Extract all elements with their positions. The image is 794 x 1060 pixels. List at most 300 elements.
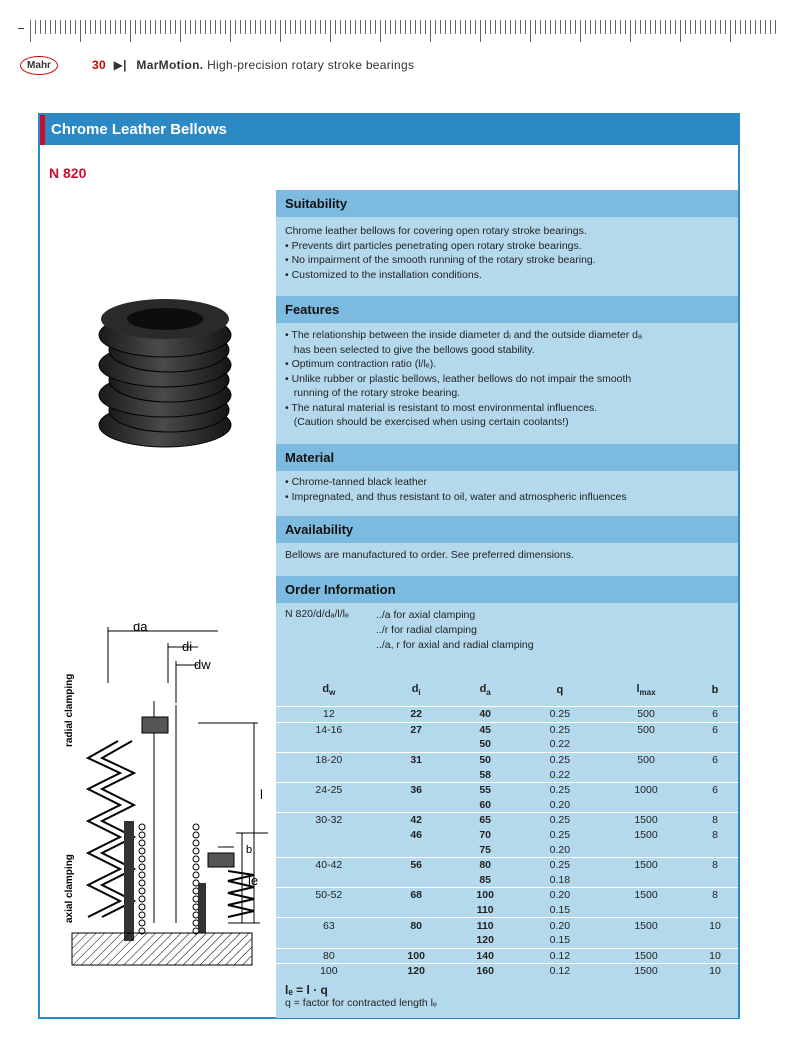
table-cell: 0.25 bbox=[520, 857, 600, 872]
ruler-tick bbox=[600, 20, 601, 34]
ruler-tick bbox=[315, 20, 316, 34]
table-row bbox=[276, 948, 738, 964]
table-cell: 0.20 bbox=[549, 843, 571, 856]
ruler-tick bbox=[520, 20, 521, 34]
table-cell: 42 bbox=[382, 813, 451, 828]
ruler-tick bbox=[580, 20, 581, 42]
product-code: N 820 bbox=[49, 165, 87, 181]
text-line: ../a for axial clamping bbox=[376, 609, 476, 621]
clamp-ball bbox=[193, 856, 199, 862]
ruler-dash bbox=[18, 28, 24, 29]
title-accent bbox=[40, 115, 45, 145]
ruler-tick bbox=[150, 20, 151, 34]
column-header: $d_i$ bbox=[411, 682, 421, 698]
clamp-ball bbox=[139, 912, 145, 918]
ruler-tick bbox=[460, 20, 461, 34]
table-cell: 6 bbox=[692, 722, 738, 737]
ruler-tick bbox=[190, 20, 191, 34]
table-cell: 40-42 bbox=[276, 857, 382, 872]
ruler-tick bbox=[355, 20, 356, 34]
order-options bbox=[376, 608, 534, 653]
ruler-tick bbox=[130, 20, 131, 42]
table-cell: 0.20 bbox=[520, 918, 600, 933]
ruler-tick bbox=[420, 20, 421, 34]
ruler-tick bbox=[345, 20, 346, 34]
table-cell: 80 bbox=[382, 918, 451, 933]
ruler-tick bbox=[135, 20, 136, 34]
section-material-body bbox=[285, 475, 733, 504]
ruler-tick bbox=[280, 20, 281, 42]
table-cell: 0.12 bbox=[520, 964, 600, 979]
table-cell: 1500 bbox=[600, 857, 692, 872]
ruler-tick bbox=[155, 20, 156, 34]
ruler-tick bbox=[390, 20, 391, 34]
ruler-tick bbox=[645, 20, 646, 34]
ruler-tick bbox=[485, 20, 486, 34]
table-cell: 50 bbox=[451, 752, 520, 767]
info-panel bbox=[276, 190, 738, 1018]
ruler-tick bbox=[510, 20, 511, 34]
table-cell: 140 bbox=[451, 948, 520, 964]
ruler-tick bbox=[240, 20, 241, 34]
clamp-ball bbox=[139, 880, 145, 886]
text-line: • Optimum contraction ratio (l/lₑ). bbox=[285, 358, 437, 370]
ruler-tick bbox=[590, 20, 591, 34]
table-cell: 63 bbox=[276, 918, 382, 933]
ruler-tick bbox=[375, 20, 376, 34]
title-bar bbox=[40, 115, 738, 145]
section-availability-heading: Availability bbox=[276, 516, 738, 543]
ruler-tick bbox=[230, 20, 231, 42]
table-cell: 36 bbox=[382, 782, 451, 797]
ruler-tick bbox=[490, 20, 491, 34]
ruler-tick bbox=[445, 20, 446, 34]
ruler-tick bbox=[205, 20, 206, 34]
table-cell: 55 bbox=[451, 782, 520, 797]
ruler-tick bbox=[630, 20, 631, 42]
ruler-tick bbox=[55, 20, 56, 34]
ruler-tick bbox=[635, 20, 636, 34]
ruler-tick bbox=[405, 20, 406, 34]
label-axial-clamping: axial clamping bbox=[64, 854, 75, 923]
ruler-tick bbox=[605, 20, 606, 34]
ruler-tick bbox=[700, 20, 701, 34]
table-cell: 80 bbox=[451, 857, 520, 872]
table-cell bbox=[692, 903, 738, 918]
ruler-tick bbox=[45, 20, 46, 34]
table-row bbox=[276, 964, 738, 979]
column-header: $l_{max}$ bbox=[636, 682, 656, 698]
ruler-tick bbox=[200, 20, 201, 34]
table-cell bbox=[600, 842, 692, 857]
table-cell: 8 bbox=[692, 888, 738, 903]
ruler-tick bbox=[100, 20, 101, 34]
ruler-tick bbox=[110, 20, 111, 34]
ruler-tick bbox=[765, 20, 766, 34]
table-cell bbox=[276, 828, 382, 843]
table-cell: 0.25 bbox=[520, 752, 600, 767]
table-cell: 100 bbox=[276, 964, 382, 979]
ruler-tick bbox=[260, 20, 261, 34]
table-cell bbox=[692, 842, 738, 857]
clamp-ball bbox=[139, 864, 145, 870]
table-cell: 10 bbox=[692, 918, 738, 933]
table-cell bbox=[276, 798, 382, 813]
table-cell: 80 bbox=[276, 948, 382, 964]
ruler-tick bbox=[360, 20, 361, 34]
ruler-tick bbox=[660, 20, 661, 34]
clamp-ball bbox=[139, 888, 145, 894]
ruler-tick bbox=[385, 20, 386, 34]
ruler-tick bbox=[435, 20, 436, 34]
ruler-tick bbox=[755, 20, 756, 34]
table-cell: 8 bbox=[692, 813, 738, 828]
table-cell: 68 bbox=[382, 888, 451, 903]
table-cell bbox=[382, 798, 451, 813]
ruler-tick bbox=[225, 20, 226, 34]
ruler-tick bbox=[415, 20, 416, 34]
ruler-tick bbox=[715, 20, 716, 34]
ruler-tick bbox=[70, 20, 71, 34]
ruler-tick bbox=[395, 20, 396, 34]
text-line: has been selected to give the bellows good stability. bbox=[285, 343, 535, 356]
table-cell bbox=[382, 737, 451, 752]
ruler-tick bbox=[500, 20, 501, 34]
header-subtitle: High-precision rotary stroke bearings bbox=[207, 58, 415, 72]
text-line: • Prevents dirt particles penetrating open rotary stroke bearings. bbox=[285, 239, 582, 252]
table-cell: 0.25 bbox=[520, 813, 600, 828]
table-cell: 75 bbox=[479, 843, 491, 856]
clamp-ball bbox=[139, 920, 145, 926]
section-features-heading: Features bbox=[276, 296, 738, 323]
text-line: • Unlike rubber or plastic bellows, leather bellows do not impair the smooth bbox=[285, 372, 632, 385]
ruler-tick bbox=[300, 20, 301, 34]
table-cell bbox=[600, 767, 692, 782]
ruler-tick bbox=[310, 20, 311, 34]
ruler-tick bbox=[475, 20, 476, 34]
table-cell: 27 bbox=[382, 722, 451, 737]
text-line: running of the rotary stroke bearing. bbox=[285, 387, 461, 399]
page-title: Chrome Leather Bellows bbox=[51, 121, 227, 138]
text-line: • Impregnated, and thus resistant to oil, water and atmospheric influences bbox=[285, 490, 627, 503]
table-cell: 24-25 bbox=[276, 782, 382, 797]
table-cell bbox=[600, 737, 692, 752]
clamp-ball bbox=[139, 904, 145, 910]
ruler-tick bbox=[525, 20, 526, 34]
clamp-ball bbox=[139, 896, 145, 902]
ruler-tick bbox=[305, 20, 306, 34]
ruler-tick bbox=[535, 20, 536, 34]
table-cell bbox=[382, 933, 451, 948]
ruler-tick bbox=[90, 20, 91, 34]
table-cell: 1500 bbox=[600, 918, 692, 933]
clamp-ball bbox=[193, 824, 199, 830]
ruler-tick bbox=[35, 20, 36, 34]
table-cell: 500 bbox=[600, 707, 692, 723]
table-cell bbox=[276, 873, 382, 888]
table-cell: 0.22 bbox=[549, 738, 571, 751]
text-line: ../a, r for axial and radial clamping bbox=[376, 639, 534, 651]
table-cell bbox=[692, 933, 738, 948]
table-cell bbox=[692, 767, 738, 782]
table-row bbox=[276, 767, 738, 782]
page-header bbox=[92, 58, 414, 72]
text-line: (Caution should be exercised when using certain coolants!) bbox=[285, 416, 569, 428]
ruler-tick bbox=[350, 20, 351, 34]
ruler-tick bbox=[85, 20, 86, 34]
section-order-heading: Order Information bbox=[276, 576, 738, 603]
table-cell: 85 bbox=[479, 873, 491, 886]
table-cell: 0.20 bbox=[520, 888, 600, 903]
table-cell bbox=[692, 798, 738, 813]
table-cell bbox=[276, 842, 382, 857]
table-cell bbox=[276, 737, 382, 752]
table-cell: 12 bbox=[276, 707, 382, 723]
ruler-tick bbox=[730, 20, 731, 42]
ruler-tick bbox=[440, 20, 441, 34]
ruler-tick bbox=[775, 20, 776, 34]
ruler-tick bbox=[295, 20, 296, 34]
clamp-ball bbox=[139, 872, 145, 878]
page-number: 30 bbox=[92, 58, 106, 72]
table-row bbox=[276, 752, 738, 767]
table-cell: 1500 bbox=[600, 813, 692, 828]
ruler-tick bbox=[285, 20, 286, 34]
table-cell: 1000 bbox=[600, 782, 692, 797]
ruler-tick bbox=[655, 20, 656, 34]
ruler-tick bbox=[400, 20, 401, 34]
ruler-tick bbox=[210, 20, 211, 34]
ruler-tick bbox=[145, 20, 146, 34]
table-cell: 0.25 bbox=[549, 829, 571, 842]
table-cell bbox=[600, 933, 692, 948]
ruler-tick bbox=[685, 20, 686, 34]
ruler-tick bbox=[275, 20, 276, 34]
table-cell: 45 bbox=[451, 722, 520, 737]
table-cell: 0.18 bbox=[549, 873, 571, 886]
column-header: b bbox=[711, 684, 719, 696]
ruler-tick bbox=[585, 20, 586, 34]
label-radial-clamping: radial clamping bbox=[64, 673, 75, 747]
table-row bbox=[276, 842, 738, 857]
table-cell: 50 bbox=[479, 738, 491, 751]
ruler-tick bbox=[40, 20, 41, 34]
footnote bbox=[285, 984, 437, 1010]
table-cell: 0.25 bbox=[520, 707, 600, 723]
table-cell: 31 bbox=[382, 752, 451, 767]
ruler-tick bbox=[610, 20, 611, 34]
ruler-tick bbox=[735, 20, 736, 34]
ruler-tick bbox=[180, 20, 181, 42]
table-row bbox=[276, 798, 738, 813]
ruler-tick bbox=[60, 20, 61, 34]
ruler-tick bbox=[540, 20, 541, 34]
ruler-tick bbox=[650, 20, 651, 34]
text-line: Bellows are manufactured to order. See preferred dimensions. bbox=[285, 549, 574, 561]
ruler-tick bbox=[425, 20, 426, 34]
ruler-tick bbox=[555, 20, 556, 34]
label-le: le bbox=[248, 873, 259, 888]
ruler-tick bbox=[175, 20, 176, 34]
table-row bbox=[276, 707, 738, 723]
ruler-tick bbox=[640, 20, 641, 34]
ruler-tick bbox=[30, 20, 31, 42]
ruler-tick bbox=[290, 20, 291, 34]
table-cell: 8 bbox=[692, 857, 738, 872]
brand-name: MarMotion. bbox=[136, 58, 204, 72]
text-line: • Chrome-tanned black leather bbox=[285, 476, 428, 488]
footnote-text: q = factor for contracted length lₑ bbox=[285, 997, 437, 1009]
ruler-tick bbox=[330, 20, 331, 42]
table-cell: 8 bbox=[712, 829, 718, 842]
ruler-tick bbox=[370, 20, 371, 34]
table-cell: 0.25 bbox=[520, 782, 600, 797]
table-cell bbox=[382, 842, 451, 857]
ruler-tick bbox=[125, 20, 126, 34]
ruler-tick bbox=[615, 20, 616, 34]
table-cell bbox=[600, 798, 692, 813]
table-cell: 1500 bbox=[600, 948, 692, 964]
ruler-tick bbox=[675, 20, 676, 34]
ruler-tick bbox=[95, 20, 96, 34]
ruler-tick bbox=[680, 20, 681, 42]
table-cell: 22 bbox=[382, 707, 451, 723]
table-row bbox=[276, 782, 738, 797]
table-cell: 160 bbox=[451, 964, 520, 979]
ruler-tick bbox=[480, 20, 481, 42]
ruler-tick bbox=[75, 20, 76, 34]
section-features-body bbox=[285, 328, 733, 430]
text-line: • The natural material is resistant to most environmental influences. bbox=[285, 401, 598, 414]
ruler-tick bbox=[720, 20, 721, 34]
ruler-tick bbox=[105, 20, 106, 34]
column-header: $d_a$ bbox=[479, 682, 491, 698]
ruler-tick bbox=[760, 20, 761, 34]
ruler-tick bbox=[80, 20, 81, 42]
table-cell: 56 bbox=[382, 857, 451, 872]
table-cell: 40 bbox=[451, 707, 520, 723]
label-dw: dw bbox=[194, 657, 211, 672]
ruler-tick bbox=[670, 20, 671, 34]
ruler-tick bbox=[245, 20, 246, 34]
ruler-tick bbox=[575, 20, 576, 34]
ruler-tick bbox=[340, 20, 341, 34]
table-cell: 46 bbox=[410, 829, 423, 842]
ruler-tick bbox=[185, 20, 186, 34]
section-material-heading: Material bbox=[276, 444, 738, 471]
table-cell bbox=[382, 767, 451, 782]
ruler-tick bbox=[270, 20, 271, 34]
table-cell: 0.15 bbox=[549, 904, 571, 917]
table-cell bbox=[600, 903, 692, 918]
clamp-ball bbox=[139, 832, 145, 838]
table-cell bbox=[276, 767, 382, 782]
clamp-ball bbox=[139, 840, 145, 846]
clamp-ball bbox=[193, 864, 199, 870]
dimensions-table bbox=[276, 674, 738, 979]
ruler-tick bbox=[215, 20, 216, 34]
table-cell: 18-20 bbox=[276, 752, 382, 767]
table-cell: 6 bbox=[692, 707, 738, 723]
ruler-tick bbox=[570, 20, 571, 34]
ruler-tick bbox=[220, 20, 221, 34]
ruler-tick bbox=[365, 20, 366, 34]
table-row bbox=[276, 737, 738, 752]
table-cell: 100 bbox=[382, 948, 451, 964]
label-da: da bbox=[133, 623, 148, 634]
table-cell: 110 bbox=[451, 918, 520, 933]
ruler-tick bbox=[160, 20, 161, 34]
text-line: • No impairment of the smooth running of the rotary stroke bearing. bbox=[285, 254, 596, 266]
table-row bbox=[276, 813, 738, 828]
ruler-tick bbox=[545, 20, 546, 34]
footnote-formula: lₑ = l · q bbox=[285, 983, 328, 997]
table-cell bbox=[276, 933, 382, 948]
table-cell: 110 bbox=[476, 904, 494, 917]
ruler-tick bbox=[455, 20, 456, 34]
table-cell: 10 bbox=[692, 964, 738, 979]
ruler-tick bbox=[665, 20, 666, 34]
ruler-tick bbox=[690, 20, 691, 34]
table-cell: 0.22 bbox=[549, 768, 571, 781]
table-cell: 120 bbox=[382, 964, 451, 979]
ruler-tick bbox=[515, 20, 516, 34]
ruler-tick bbox=[740, 20, 741, 34]
table-cell: 500 bbox=[600, 722, 692, 737]
ruler-tick bbox=[430, 20, 431, 42]
table-row bbox=[276, 903, 738, 918]
table-cell: 70 bbox=[479, 829, 491, 842]
ruler-tick bbox=[140, 20, 141, 34]
table-cell bbox=[276, 903, 382, 918]
ruler-tick bbox=[50, 20, 51, 34]
clamp-ball bbox=[139, 848, 145, 854]
table-cell: 0.20 bbox=[549, 798, 571, 811]
bellows-diagram bbox=[58, 623, 270, 1001]
table-row bbox=[276, 828, 738, 843]
arrow-icon: ▶| bbox=[113, 58, 127, 72]
clamp-ball bbox=[193, 848, 199, 854]
table-cell: 0.12 bbox=[520, 948, 600, 964]
column-header: $d_w$ bbox=[322, 682, 336, 698]
table-cell: 10 bbox=[692, 948, 738, 964]
ruler-tick bbox=[495, 20, 496, 34]
ruler-tick bbox=[165, 20, 166, 34]
page-ruler bbox=[30, 14, 790, 40]
ruler-tick bbox=[380, 20, 381, 42]
section-suitability-body bbox=[285, 224, 733, 282]
table-cell: 120 bbox=[476, 934, 494, 947]
table-cell bbox=[382, 903, 451, 918]
clamp-ball bbox=[193, 872, 199, 878]
table-row bbox=[276, 918, 738, 933]
ruler-tick bbox=[750, 20, 751, 34]
label-b: b bbox=[246, 844, 253, 856]
ruler-tick bbox=[565, 20, 566, 34]
table-row bbox=[276, 873, 738, 888]
table-cell: 58 bbox=[479, 768, 491, 781]
ruler-tick bbox=[410, 20, 411, 34]
ruler-tick bbox=[255, 20, 256, 34]
section-availability-body bbox=[285, 548, 733, 563]
ruler-tick bbox=[120, 20, 121, 34]
table-cell: 100 bbox=[451, 888, 520, 903]
table-row bbox=[276, 888, 738, 903]
table-cell bbox=[600, 873, 692, 888]
bellows-photo bbox=[90, 285, 240, 455]
ruler-tick bbox=[725, 20, 726, 34]
ruler-tick bbox=[705, 20, 706, 34]
